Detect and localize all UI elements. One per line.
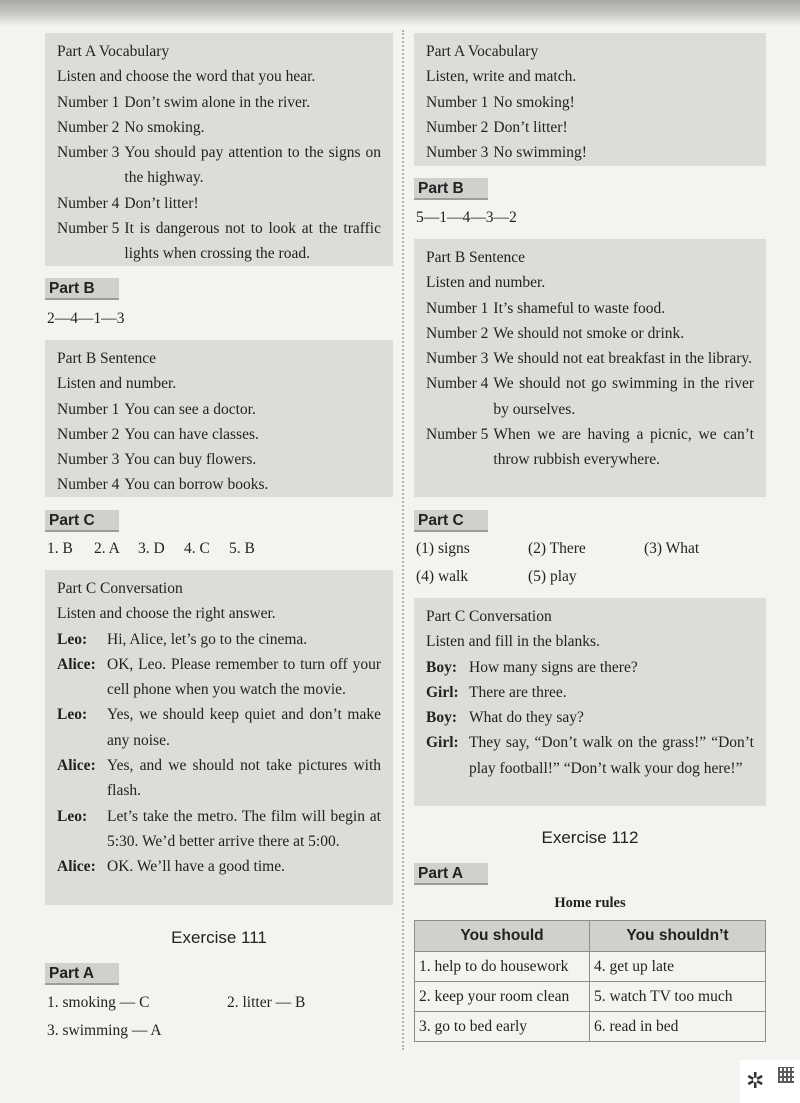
table-cell: 5. watch TV too much xyxy=(590,982,766,1012)
dialogue-line: Leo: Let’s take the metro. The film will begin at 5:30. We’d better arrive there at 5:00. xyxy=(57,807,381,850)
list-item: Number 1 It’s shameful to waste food. xyxy=(426,299,666,317)
box-instruction: Listen and choose the word that you hear. xyxy=(57,68,316,86)
dialogue-line: Leo: Hi, Alice, let’s go to the cinema. xyxy=(57,630,308,648)
table-cell: 6. read in bed xyxy=(590,1012,766,1042)
table-row xyxy=(415,982,766,1012)
dialogue-line: Boy: How many signs are there? xyxy=(426,658,638,676)
table-row xyxy=(415,952,766,982)
home-rules-table xyxy=(414,920,766,1042)
right-part-a-vocabulary-box xyxy=(414,33,766,166)
box-instruction: Listen and number. xyxy=(426,274,546,292)
part-b-answer: 5—1—4—3—2 xyxy=(416,209,517,226)
box-instruction: Listen and number. xyxy=(57,375,177,393)
corner-badge xyxy=(740,1060,800,1103)
answer-item: (5) play xyxy=(528,568,577,585)
list-item: Number 5 It is dangerous not to look at the traffic lights when crossing the road. xyxy=(57,220,381,263)
box-title: Part B Sentence xyxy=(426,249,526,266)
list-item: Number 3 No swimming! xyxy=(426,144,587,162)
answer-item: 1. smoking — C xyxy=(47,994,150,1011)
answer-item: 3. swimming — A xyxy=(47,1022,162,1039)
table-header-row xyxy=(415,921,766,952)
table-cell: 3. go to bed early xyxy=(415,1012,590,1042)
dialogue-line: Boy: What do they say? xyxy=(426,709,584,727)
answer-item: 5. B xyxy=(229,540,255,557)
list-item: Number 3 You should pay attention to the signs on the highway. xyxy=(57,144,381,187)
left-part-c-conversation-box xyxy=(45,570,393,905)
box-title: Part C Conversation xyxy=(426,608,552,625)
box-title: Part C Conversation xyxy=(57,580,183,597)
page-top-edge xyxy=(0,0,800,26)
answer-item: (2) There xyxy=(528,540,586,557)
box-title: Part A Vocabulary xyxy=(426,43,539,60)
answer-item: 4. C xyxy=(184,540,210,557)
part-b-answer: 2—4—1—3 xyxy=(47,310,125,327)
left-part-b-sentence-box xyxy=(45,340,393,497)
list-item: Number 2 We should not smoke or drink. xyxy=(426,324,685,342)
dialogue-line: Girl: There are three. xyxy=(426,683,567,701)
dialogue-line: Girl: They say, “Don’t walk on the grass!” “Don’t play football!” “Don’t walk your dog here!” xyxy=(426,734,754,777)
right-part-c-conversation-box xyxy=(414,598,766,806)
box-title: Part A Vocabulary xyxy=(57,43,170,60)
list-item: Number 3 We should not eat breakfast in the library. xyxy=(426,350,753,368)
list-item: Number 2 Don’t litter! xyxy=(426,118,568,136)
answer-item: (3) What xyxy=(644,540,700,557)
exercise-112-part-a-heading: Part A xyxy=(414,863,488,885)
dialogue-line: Alice: OK. We’ll have a good time. xyxy=(57,858,285,876)
part-c-answers xyxy=(416,540,761,590)
box-instruction: Listen and fill in the blanks. xyxy=(426,633,600,651)
list-item: Number 1 Don’t swim alone in the river. xyxy=(57,93,311,111)
right-part-b-sentence-box xyxy=(414,239,766,497)
part-c-heading: Part C xyxy=(45,510,119,532)
list-item: Number 3 You can buy flowers. xyxy=(57,451,257,469)
part-c-heading: Part C xyxy=(414,510,488,532)
page-mark-icon: ✲ xyxy=(746,1068,765,1093)
box-title: Part B Sentence xyxy=(57,350,157,367)
list-item: Number 5 When we are having a picnic, we can’t throw rubbish everywhere. xyxy=(426,426,754,469)
part-b-heading: Part B xyxy=(414,178,488,200)
exercise-111-part-a-heading: Part A xyxy=(45,963,119,985)
column-header: You should xyxy=(415,921,590,952)
list-item: Number 4 Don’t litter! xyxy=(57,194,199,212)
exercise-111-title: Exercise 111 xyxy=(171,928,267,947)
answer-item: 3. D xyxy=(138,540,165,557)
list-item: Number 4 You can borrow books. xyxy=(57,476,269,494)
column-divider xyxy=(402,30,404,1050)
answer-item: (1) signs xyxy=(416,540,470,557)
exercise-112-title: Exercise 112 xyxy=(541,828,639,847)
answer-item: 2. litter — B xyxy=(227,994,306,1011)
part-b-heading: Part B xyxy=(45,278,119,300)
dialogue-line: Leo: Yes, we should keep quiet and don’t make any noise. xyxy=(57,706,381,749)
answer-item: (4) walk xyxy=(416,568,469,585)
part-c-answers xyxy=(47,540,387,562)
table-caption: Home rules xyxy=(554,895,626,911)
list-item: Number 2 You can have classes. xyxy=(57,425,259,443)
dialogue-line: Alice: Yes, and we should not take pictures with flash. xyxy=(57,757,381,800)
box-instruction: Listen and choose the right answer. xyxy=(57,605,276,623)
list-item: Number 1 No smoking! xyxy=(426,93,575,111)
list-item: Number 1 You can see a doctor. xyxy=(57,400,256,418)
dialogue-line: Alice: OK, Leo. Please remember to turn off your cell phone when you watch the movie. xyxy=(57,655,381,699)
column-header: You shouldn’t xyxy=(590,921,766,952)
table-row xyxy=(415,1012,766,1042)
table-cell: 1. help to do housework xyxy=(415,952,590,982)
answer-item: 2. A xyxy=(94,540,120,557)
answer-item: 1. B xyxy=(47,540,73,557)
left-part-a-vocabulary-box xyxy=(45,33,393,266)
list-item: Number 4 We should not go swimming in the river by ourselves. xyxy=(426,375,754,418)
table-cell: 4. get up late xyxy=(590,952,766,982)
box-instruction: Listen, write and match. xyxy=(426,68,577,86)
list-item: Number 2 No smoking. xyxy=(57,118,205,136)
qr-code-icon xyxy=(778,1067,794,1083)
table-cell: 2. keep your room clean xyxy=(415,982,590,1012)
